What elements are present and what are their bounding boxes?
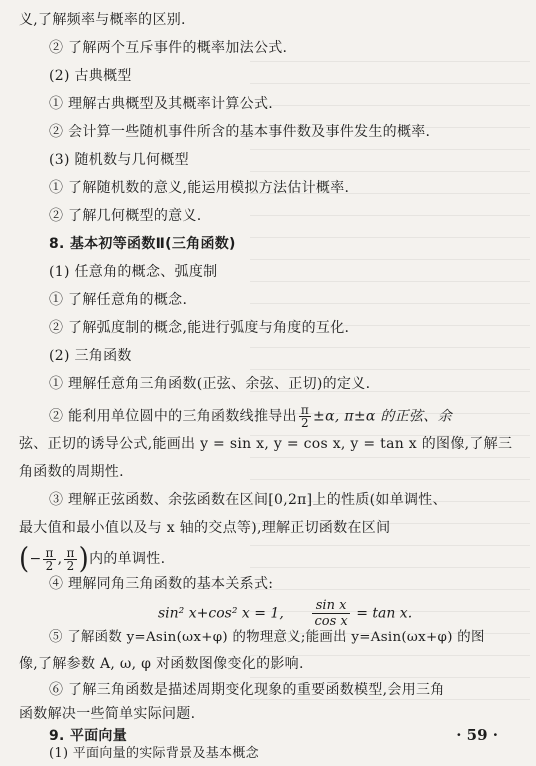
text-line: ③ 理解正弦函数、余弦函数在区间[0,2π]上的性质(如单调性、	[49, 492, 447, 508]
fraction-numerator: π	[45, 545, 54, 560]
text-line: ① 理解古典概型及其概率计算公式.	[49, 96, 273, 112]
right-paren-glyph: )	[78, 542, 90, 576]
text-line: 义,了解频率与概率的区别.	[19, 12, 186, 28]
comma: ,	[57, 551, 63, 567]
section-heading: 8. 基本初等函数Ⅱ(三角函数)	[49, 236, 236, 252]
equation-left: sin² x+cos² x = 1,	[158, 605, 284, 622]
fraction	[43, 547, 55, 572]
fraction-denominator: cos x	[314, 614, 348, 629]
fraction	[299, 404, 311, 429]
subsection-heading: (3) 随机数与几何概型	[49, 152, 189, 168]
text-line: ⑥ 了解三角函数是描述周期变化现象的重要函数模型,会用三角	[49, 682, 445, 698]
left-paren-glyph: (	[19, 542, 30, 576]
text-line: ① 了解随机数的意义,能运用模拟方法估计概率.	[49, 180, 350, 196]
fraction-numerator: π	[66, 545, 75, 560]
text-line: 弦、正切的诱导公式,能画出 y = sin x, y = cos x, y = tan x 的图像,了解三	[19, 436, 513, 452]
text-line: ① 了解任意角的概念.	[49, 292, 188, 308]
subsection-heading: (1) 任意角的概念、弧度制	[49, 264, 218, 280]
section-heading: 9. 平面向量	[49, 728, 128, 744]
text-line: ② 了解弧度制的概念,能进行弧度与角度的互化.	[49, 320, 350, 336]
text-line: ① 理解任意角三角函数(正弦、余弦、正切)的定义.	[49, 376, 371, 392]
text-segment: ±α, π±α 的正弦、余	[313, 408, 452, 425]
text-line: ④ 理解同角三角函数的基本关系式:	[49, 576, 274, 592]
text-line: ② 了解几何概型的意义.	[49, 208, 202, 224]
fraction-numerator: sin x	[312, 598, 349, 614]
text-line-with-fraction	[0, 404, 536, 429]
text-line: ② 会计算一些随机事件所含的基本事件数及事件发生的概率.	[49, 124, 431, 140]
fraction-numerator: π	[300, 403, 310, 417]
text-line: 角函数的周期性.	[19, 464, 124, 480]
text-line: ⑤ 了解函数 y=Asin(ωx+φ) 的物理意义;能画出 y=Asin(ωx+φ) 的图	[49, 630, 485, 645]
fraction-denominator: 2	[66, 558, 75, 573]
minus-sign: −	[29, 551, 42, 567]
text-segment: 内的单调性.	[89, 551, 166, 567]
subsection-heading: (2) 三角函数	[49, 348, 132, 364]
equation-right: = tan x.	[356, 605, 413, 622]
fraction	[64, 547, 76, 572]
fraction-denominator: 2	[300, 416, 309, 430]
text-line-with-interval	[0, 542, 536, 576]
page-number: · 59 ·	[456, 726, 498, 744]
subsection-heading: (1) 平面向量的实际背景及基本概念	[49, 746, 259, 761]
text-line: 函数解决一些简单实际问题.	[19, 706, 196, 722]
identity-equation	[158, 598, 412, 629]
text-line: 最大值和最小值以及与 x 轴的交点等),理解正切函数在区间	[19, 520, 391, 536]
text-line: 像,了解参数 A, ω, φ 对函数图像变化的影响.	[19, 656, 304, 672]
subsection-heading: (2) 古典概型	[49, 68, 132, 84]
text-segment: ② 能利用单位圆中的三角函数线推导出	[49, 408, 297, 425]
fraction-denominator: 2	[45, 558, 54, 573]
text-line: ② 了解两个互斥事件的概率加法公式.	[49, 40, 288, 56]
fraction	[312, 598, 349, 629]
